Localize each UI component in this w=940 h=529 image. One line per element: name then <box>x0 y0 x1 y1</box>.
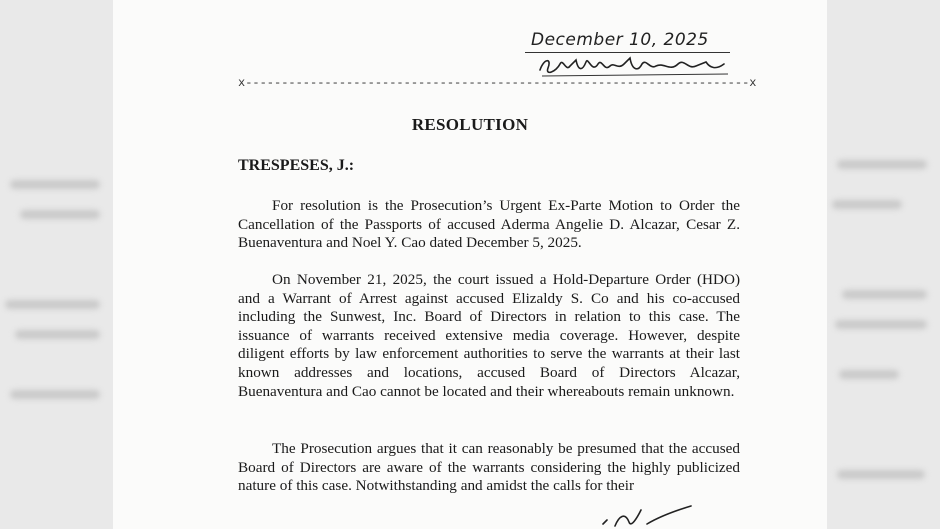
paragraph-1 <box>238 197 740 253</box>
paragraph-3 <box>238 440 740 496</box>
blurred-background-left <box>0 0 113 529</box>
page-title: RESOLUTION <box>411 115 529 134</box>
paragraph-3-text: The Prosecution argues that it can reasonably be presumed that the accused Board of Directors are aware of the warrants considering the highly publicized nature of this case. Notwithstanding and amidst the calls for their <box>238 440 740 495</box>
paragraph-2-text: On November 21, 2025, the court issued a Hold-Departure Order (HDO) and a Warrant of Arrest against accused Elizaldy S. Co and his co-accused including the Sunwest, Inc. Board of Directors in relation to this case. The issuance of warrants received extensive media coverage. However, despite diligent efforts by law enforcement authorities to serve the warrants at their last known addresses and locations, accused Board of Directors Alcazar, Buenaventura and Cao cannot be located and their whereabouts remain unknown. <box>238 271 740 400</box>
section-divider: x----------------------------------------------------------------------x <box>238 76 757 90</box>
bottom-signature-icon <box>601 502 701 529</box>
blurred-background-right <box>827 0 940 529</box>
judge-name: TRESPESES, J.: <box>238 157 355 174</box>
paragraph-1-text: For resolution is the Prosecution’s Urgent Ex-Parte Motion to Order the Cancellation of the Passports of accused Aderma Angelie D. Alcazar, Cesar Z. Buenaventura and Noel Y. Cao dated December 5, 2025. <box>238 197 740 252</box>
handwritten-date: December 10, 2025 <box>531 30 709 50</box>
document-page <box>113 0 827 529</box>
paragraph-2 <box>238 271 740 401</box>
